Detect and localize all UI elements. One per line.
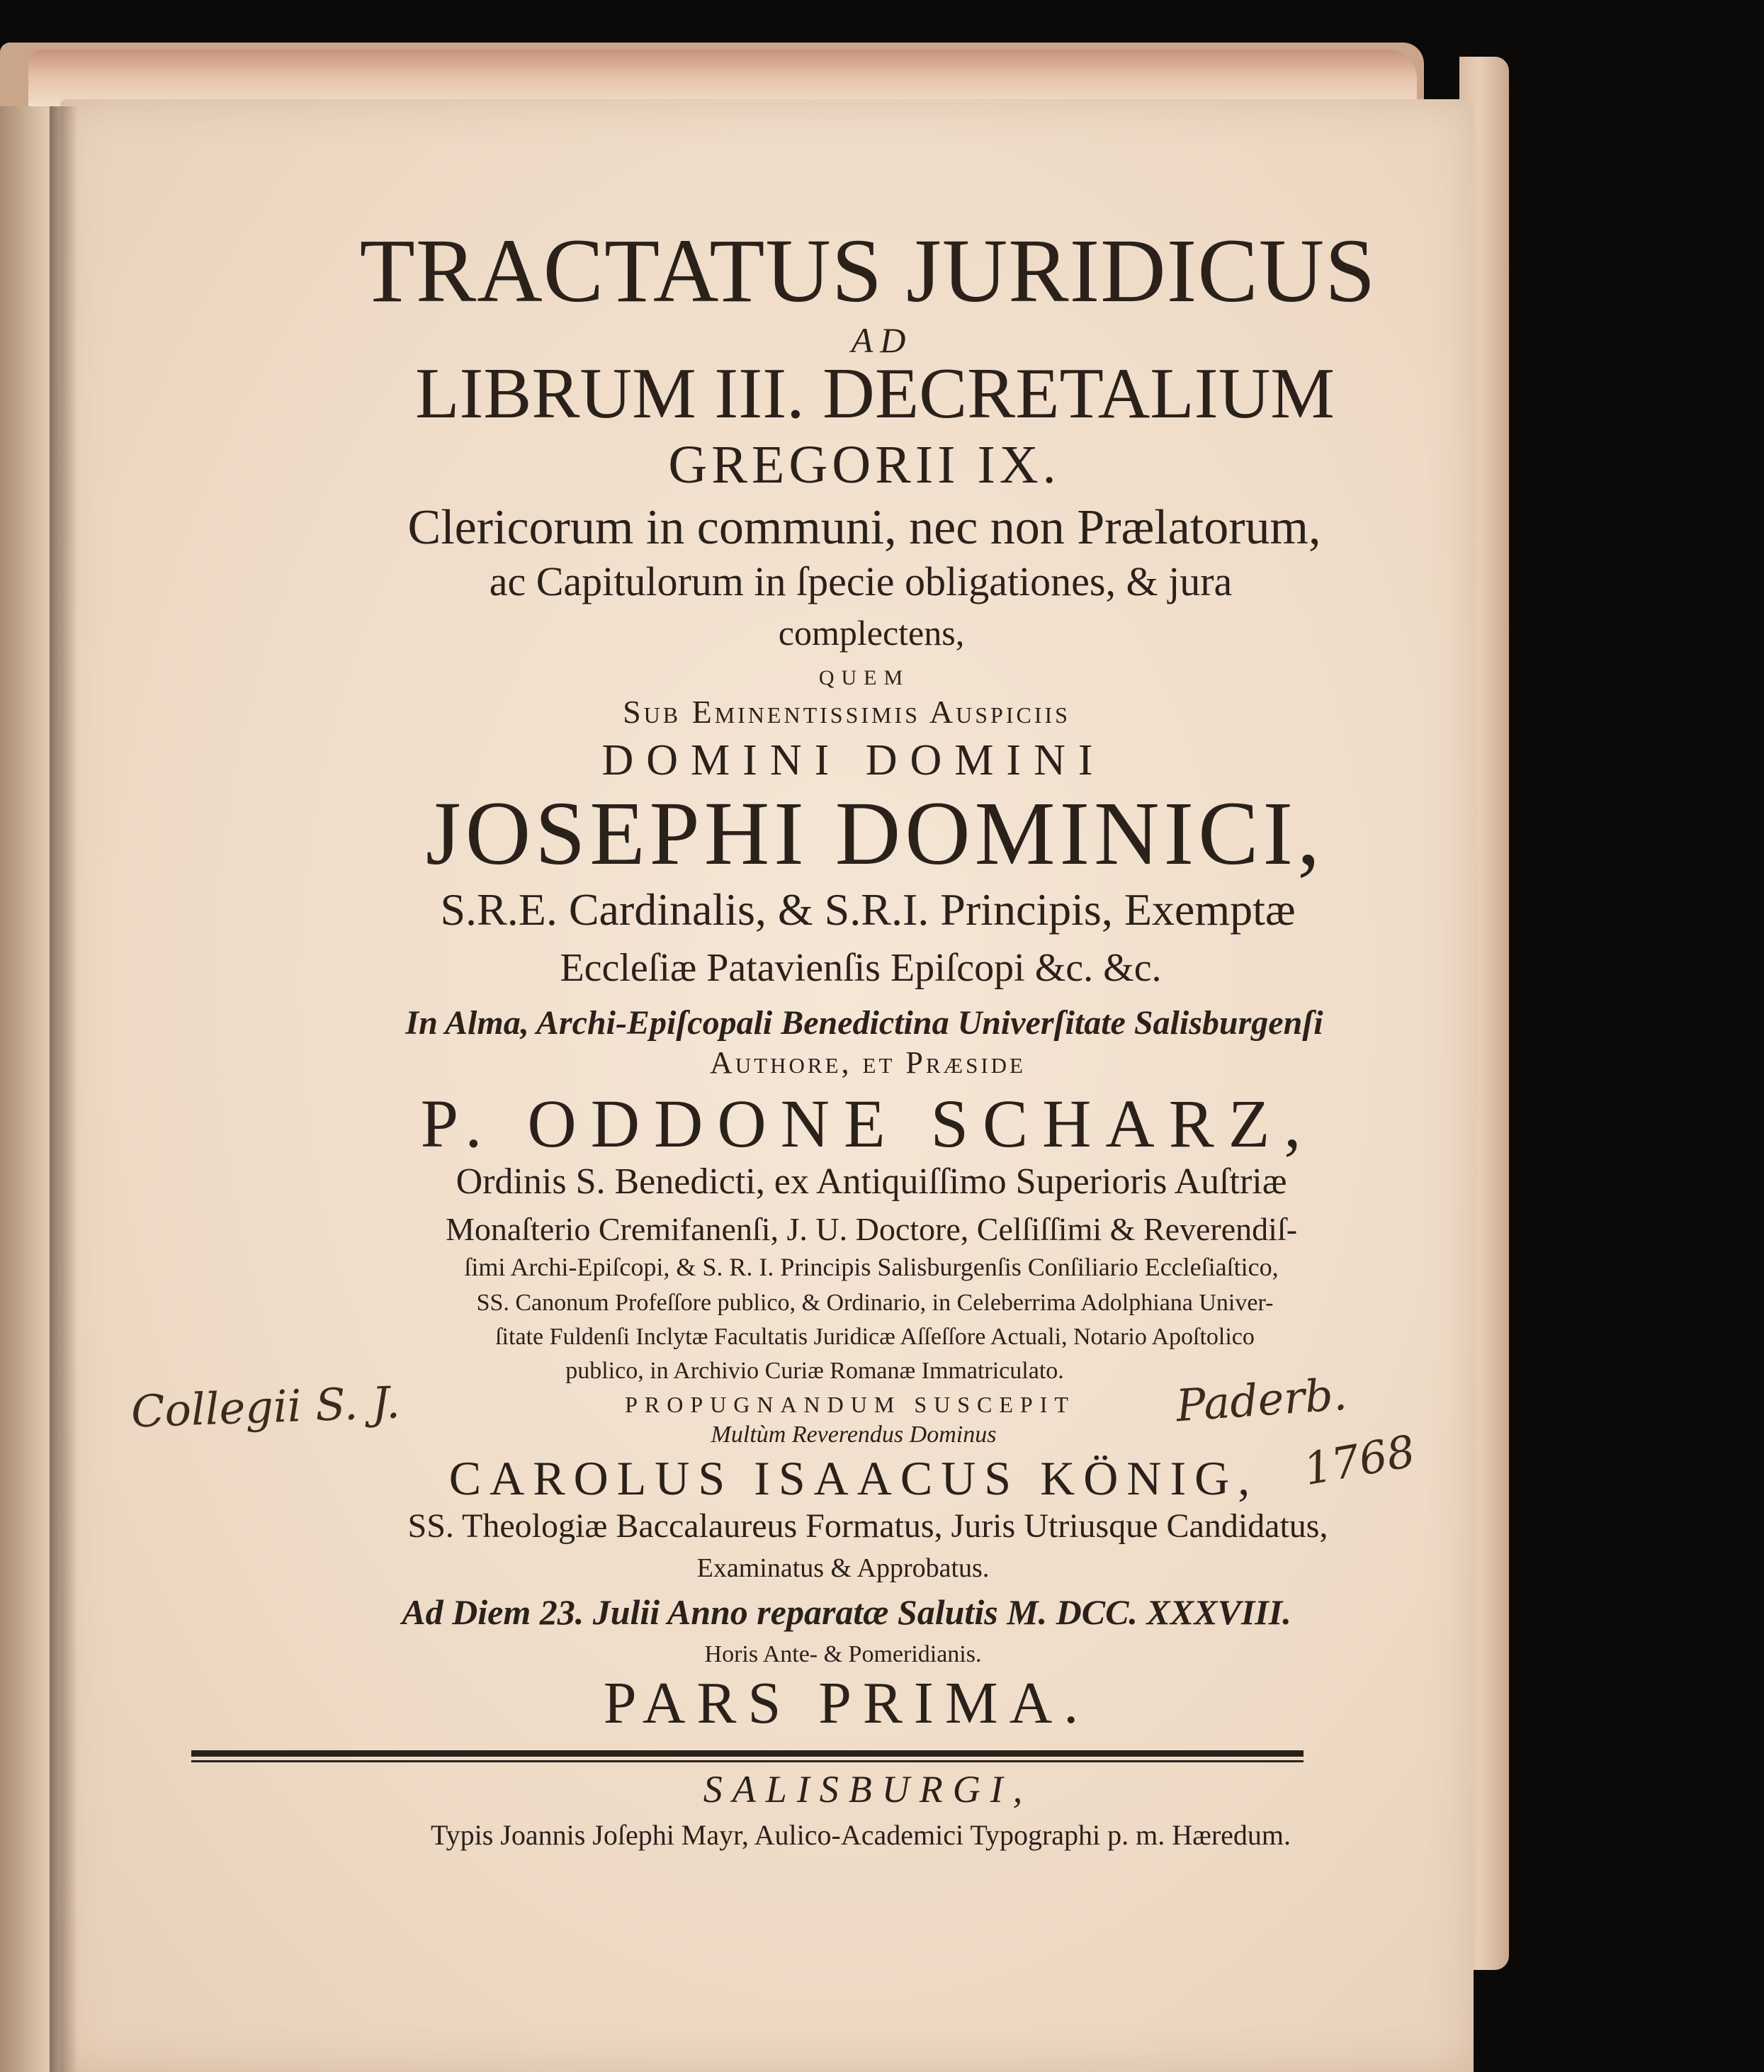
patron-name: JOSEPHI DOMINICI, xyxy=(425,783,1325,884)
author-desc-line-5: ſitate Fuldenſi Inclytæ Facultatis Juridicæ Aſſeſſore Actuali, Notario Apoſtolico xyxy=(495,1324,1255,1350)
page-top-edge xyxy=(28,50,1417,106)
description-line-1: Clericorum in communi, nec non Prælatorum, xyxy=(407,500,1321,555)
auspiciis-line: Sub Eminentissimis Auspiciis xyxy=(623,694,1070,730)
defendant-desc-line-2: Examinatus & Approbatus. xyxy=(696,1553,990,1583)
page-title: TRACTATUS JURIDICUS xyxy=(359,220,1376,321)
divider-rule-thin xyxy=(191,1760,1304,1762)
place-line: SALISBURGI, xyxy=(703,1768,1033,1811)
horis-line: Horis Ante- & Pomeridianis. xyxy=(704,1641,982,1667)
author-desc-line-3: ſimi Archi-Epiſcopi, & S. R. I. Principis Salisburgenſis Conſiliario Eccleſiaſtico, xyxy=(464,1253,1279,1281)
author-name: P. ODDONE SCHARZ, xyxy=(420,1086,1316,1161)
handwritten-collegii: Collegii S. J. xyxy=(130,1376,401,1438)
handwritten-paderb: Paderb. xyxy=(1174,1368,1349,1432)
multum-line: Multùm Reverendus Dominus xyxy=(711,1421,997,1448)
author-desc-line-4: SS. Canonum Profeſſore publico, & Ordinario, in Celeberrima Adolphiana Univer- xyxy=(476,1290,1274,1316)
domini-line: DOMINI DOMINI xyxy=(601,736,1106,784)
defendant-name: CAROLUS ISAACUS KÖNIG, xyxy=(448,1451,1259,1505)
date-line: Ad Diem 23. Julii Anno reparatæ Salutis M. DCC. XXXVIII. xyxy=(402,1592,1291,1632)
author-desc-line-2: Monaſterio Cremifanenſi, J. U. Doctore, Celſiſſimi & Reverendiſ- xyxy=(445,1211,1298,1247)
propugnandum-line: PROPUGNANDUM SUSCEPIT xyxy=(625,1392,1075,1417)
authore-line: Authore, et Præside xyxy=(710,1045,1026,1080)
author-desc-line-1: Ordinis S. Benedicti, ex Antiquiſſimo Superioris Auſtriæ xyxy=(456,1161,1287,1202)
patron-title-line-2: Eccleſiæ Patavienſis Epiſcopi &c. &c. xyxy=(560,946,1162,990)
printer-line: Typis Joannis Joſephi Mayr, Aulico-Academici Typographi p. m. Hæredum. xyxy=(430,1819,1291,1851)
subtitle-gregorii: GREGORII IX. xyxy=(668,435,1061,495)
university-line: In Alma, Archi-Epiſcopali Benedictina Univerſitate Salisburgenſi xyxy=(405,1004,1323,1042)
subtitle-librum: LIBRUM III. DECRETALIUM xyxy=(415,354,1335,434)
description-line-2: ac Capitulorum in ſpecie obligationes, & jura xyxy=(489,558,1233,604)
pars-prima: PARS PRIMA. xyxy=(603,1670,1090,1736)
patron-title-line-1: S.R.E. Cardinalis, & S.R.I. Principis, Exemptæ xyxy=(440,884,1296,935)
ad-line: AD xyxy=(851,320,913,360)
quem-line: QUEM xyxy=(818,666,910,689)
divider-rule xyxy=(191,1750,1304,1757)
defendant-desc-line-1: SS. Theologiæ Baccalaureus Formatus, Juris Utriusque Candidatus, xyxy=(407,1507,1328,1545)
author-desc-line-6: publico, in Archivio Curiæ Romanæ Immatriculato. xyxy=(565,1358,1064,1384)
description-line-3: complectens, xyxy=(778,613,965,653)
handwritten-year: 1768 xyxy=(1299,1424,1419,1496)
